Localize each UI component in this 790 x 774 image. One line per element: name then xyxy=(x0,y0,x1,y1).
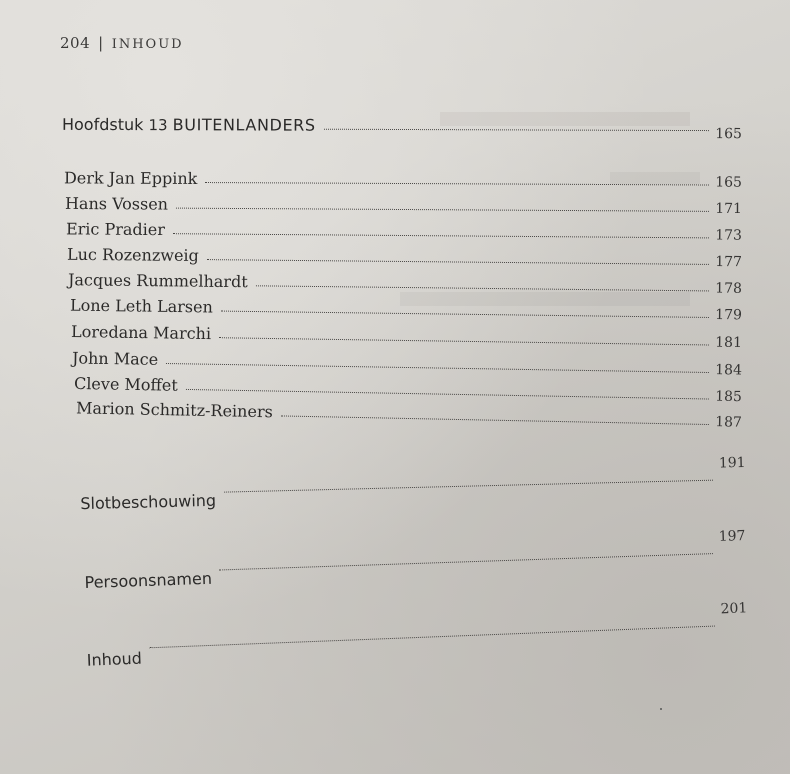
page-reference: 184 xyxy=(715,362,743,379)
toc-entry[interactable] xyxy=(65,194,742,217)
chapter-prefix: Hoofdstuk xyxy=(61,114,144,135)
page-number: 204 xyxy=(60,34,91,52)
page-reference: 185 xyxy=(715,388,743,406)
page-reference: 177 xyxy=(715,253,743,271)
toc-entry[interactable] xyxy=(64,168,742,190)
dot-leader xyxy=(207,259,709,265)
dot-leader xyxy=(176,208,709,212)
page-reference: 165 xyxy=(715,174,743,191)
toc-entry[interactable] xyxy=(66,219,742,243)
dot-leader xyxy=(324,129,710,131)
dot-leader xyxy=(149,626,715,649)
page-reference: 173 xyxy=(715,227,743,244)
page-reference: 179 xyxy=(715,307,743,324)
toc-entry[interactable] xyxy=(67,245,742,270)
dot-leader xyxy=(166,363,709,373)
entry-name: Eric Pradier xyxy=(65,219,166,240)
entry-name: Jacques Rummelhardt xyxy=(67,270,248,292)
toc-entry[interactable] xyxy=(72,348,742,378)
dot-leader xyxy=(281,415,709,425)
page-reference: 171 xyxy=(715,200,743,218)
toc-backmatter-entry[interactable] xyxy=(86,600,748,670)
entry-name: Inhoud xyxy=(86,648,143,670)
page-reference: 201 xyxy=(720,600,748,618)
page-reference: 178 xyxy=(715,280,743,297)
head-separator: | xyxy=(98,34,104,52)
entry-name: John Mace xyxy=(71,348,159,369)
toc-entry[interactable] xyxy=(71,322,742,351)
page-reference: 165 xyxy=(715,126,742,143)
chapter-heading xyxy=(62,115,316,135)
paper-speck xyxy=(660,708,662,710)
dot-leader xyxy=(205,182,709,185)
dot-leader xyxy=(224,480,713,493)
dot-leader xyxy=(220,553,714,570)
page-reference: 187 xyxy=(715,414,743,431)
entry-name: Lone Leth Larsen xyxy=(69,295,213,317)
entry-name: Derk Jan Eppink xyxy=(63,168,198,188)
toc-backmatter-entry[interactable] xyxy=(84,528,746,592)
entry-name: Cleve Moffet xyxy=(73,373,178,395)
chapter-number: 13 xyxy=(148,116,168,135)
toc-chapter-entry[interactable] xyxy=(61,114,742,143)
toc-entry[interactable] xyxy=(68,270,742,297)
entry-name: Marion Schmitz-Reiners xyxy=(75,398,273,422)
dot-leader xyxy=(221,311,709,318)
dot-leader xyxy=(173,233,709,238)
entry-name: Persoonsnamen xyxy=(84,568,213,592)
toc-backmatter-entry[interactable] xyxy=(80,454,746,514)
page-reference: 197 xyxy=(718,528,746,545)
page-reference: 181 xyxy=(715,334,743,351)
running-head-title: INHOUD xyxy=(111,37,184,52)
running-head xyxy=(60,34,184,52)
entry-name: Loredana Marchi xyxy=(70,322,212,344)
entry-name: Luc Rozenzweig xyxy=(66,244,199,266)
dot-leader xyxy=(219,337,709,345)
chapter-title: BUITENLANDERS xyxy=(172,115,316,135)
entry-name: Hans Vossen xyxy=(64,193,169,214)
page-reference: 191 xyxy=(718,454,746,472)
dot-leader xyxy=(256,285,710,291)
dot-leader xyxy=(186,389,709,400)
entry-name: Slotbeschouwing xyxy=(80,490,217,514)
